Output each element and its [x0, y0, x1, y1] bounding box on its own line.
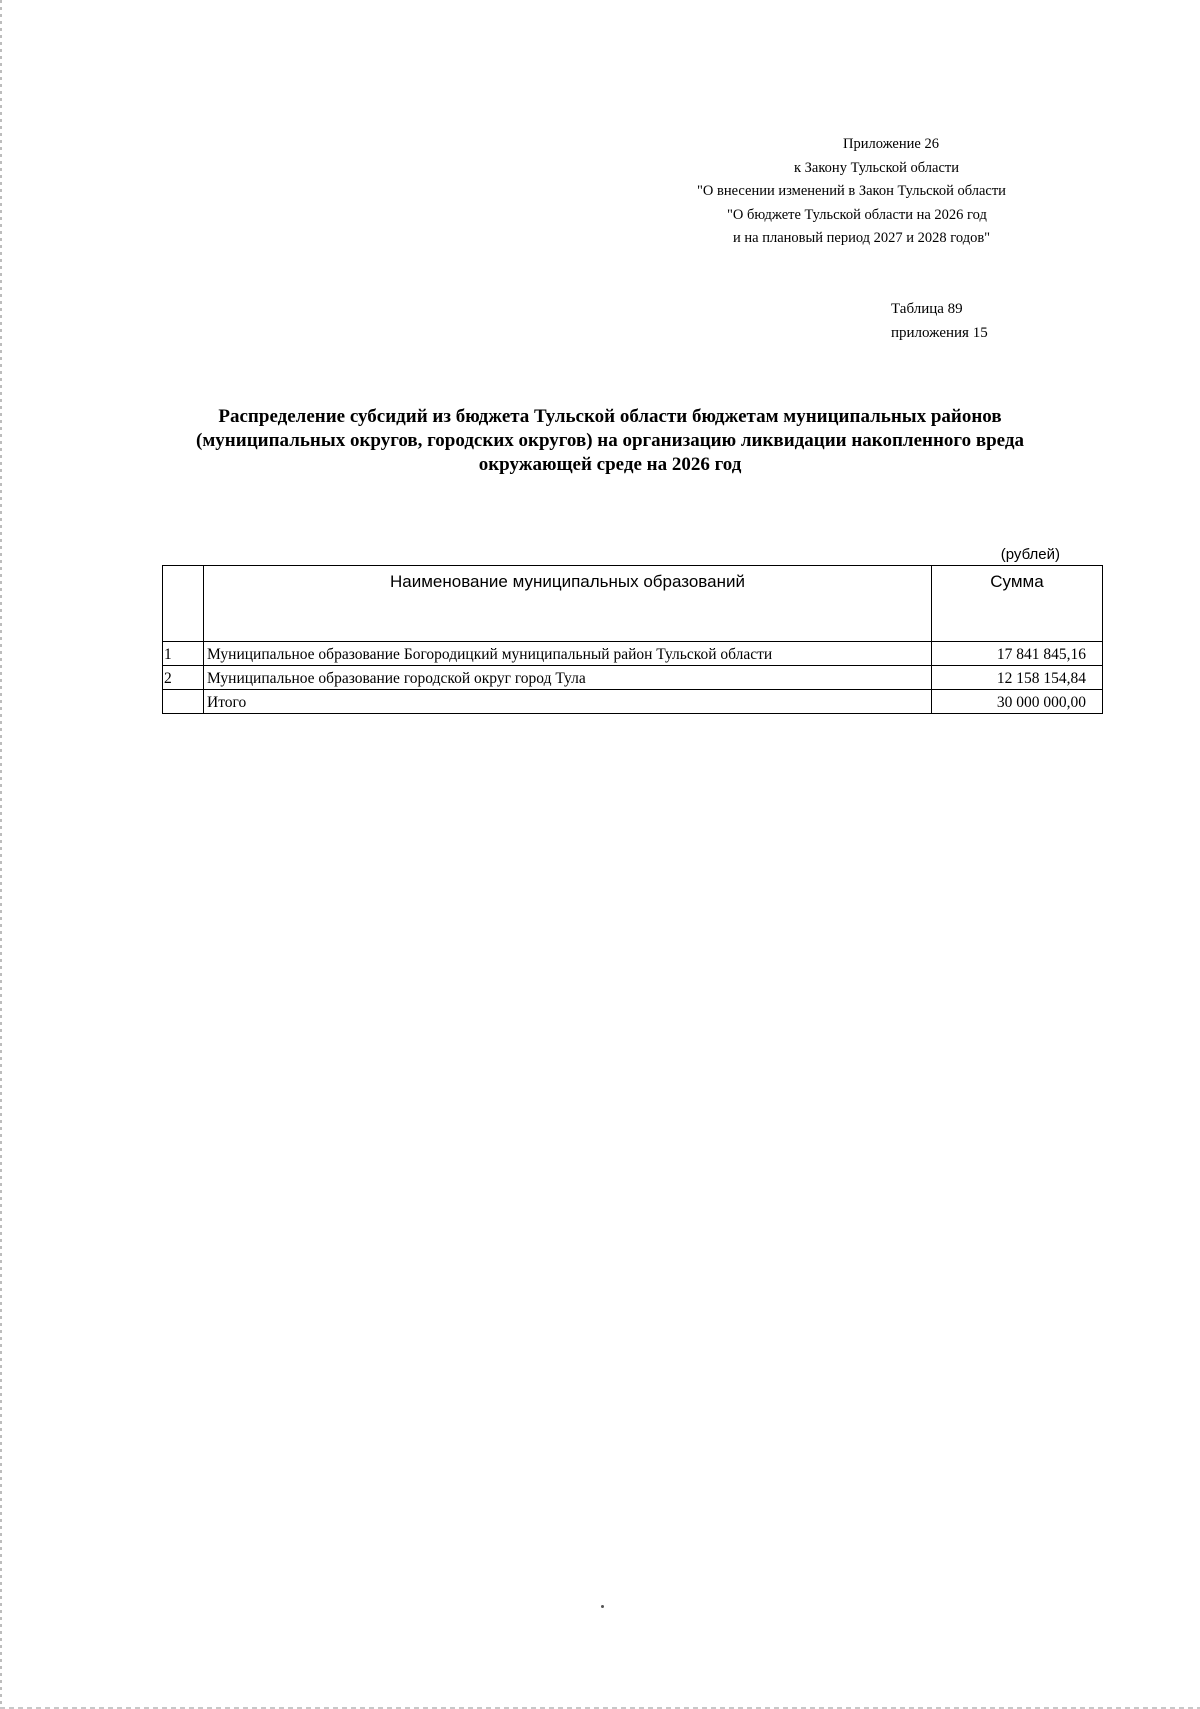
table-number: Таблица 89 — [891, 301, 963, 317]
row-name: Муниципальное образование Богородицкий муниципальный район Тульской области — [204, 642, 932, 666]
scan-dot — [601, 1605, 604, 1608]
total-label: Итого — [204, 690, 932, 714]
total-number — [163, 690, 204, 714]
appendix-line: "О внесении изменений в Закон Тульской области — [697, 183, 1006, 199]
table-header-row — [163, 566, 1103, 642]
table-total-row — [163, 690, 1103, 714]
table-row — [163, 666, 1103, 690]
appendix-line: к Закону Тульской области — [794, 159, 960, 176]
appendix-line: Приложение 26 — [843, 136, 939, 152]
header-name: Наименование муниципальных образований — [204, 566, 932, 642]
appendix-header — [640, 133, 1060, 251]
row-number: 1 — [163, 642, 204, 666]
unit-label: (рублей) — [1000, 546, 1060, 563]
header-number — [163, 566, 204, 642]
row-amount: 12 158 154,84 — [932, 666, 1103, 690]
header-amount: Сумма — [932, 566, 1103, 642]
subsidy-table — [162, 565, 1103, 714]
row-amount: 17 841 845,16 — [932, 642, 1103, 666]
row-name: Муниципальное образование городской округ город Тула — [204, 666, 932, 690]
appendix-line: "О бюджете Тульской области на 2026 год — [727, 206, 987, 223]
title-line: окружающей среде на 2026 год — [478, 454, 742, 475]
table-row — [163, 642, 1103, 666]
appendix-number: приложения 15 — [891, 325, 988, 341]
title-line: Распределение субсидий из бюджета Тульской области бюджетам муниципальных районов — [218, 406, 1002, 427]
table-reference — [891, 297, 988, 345]
scan-edge-left — [0, 0, 2, 1709]
document-title — [150, 405, 1070, 477]
total-amount: 30 000 000,00 — [932, 690, 1103, 714]
title-line: (муниципальных округов, городских округов) на организацию ликвидации накопленного вреда — [196, 430, 1024, 451]
row-number: 2 — [163, 666, 204, 690]
appendix-line: и на плановый период 2027 и 2028 годов" — [733, 230, 991, 246]
